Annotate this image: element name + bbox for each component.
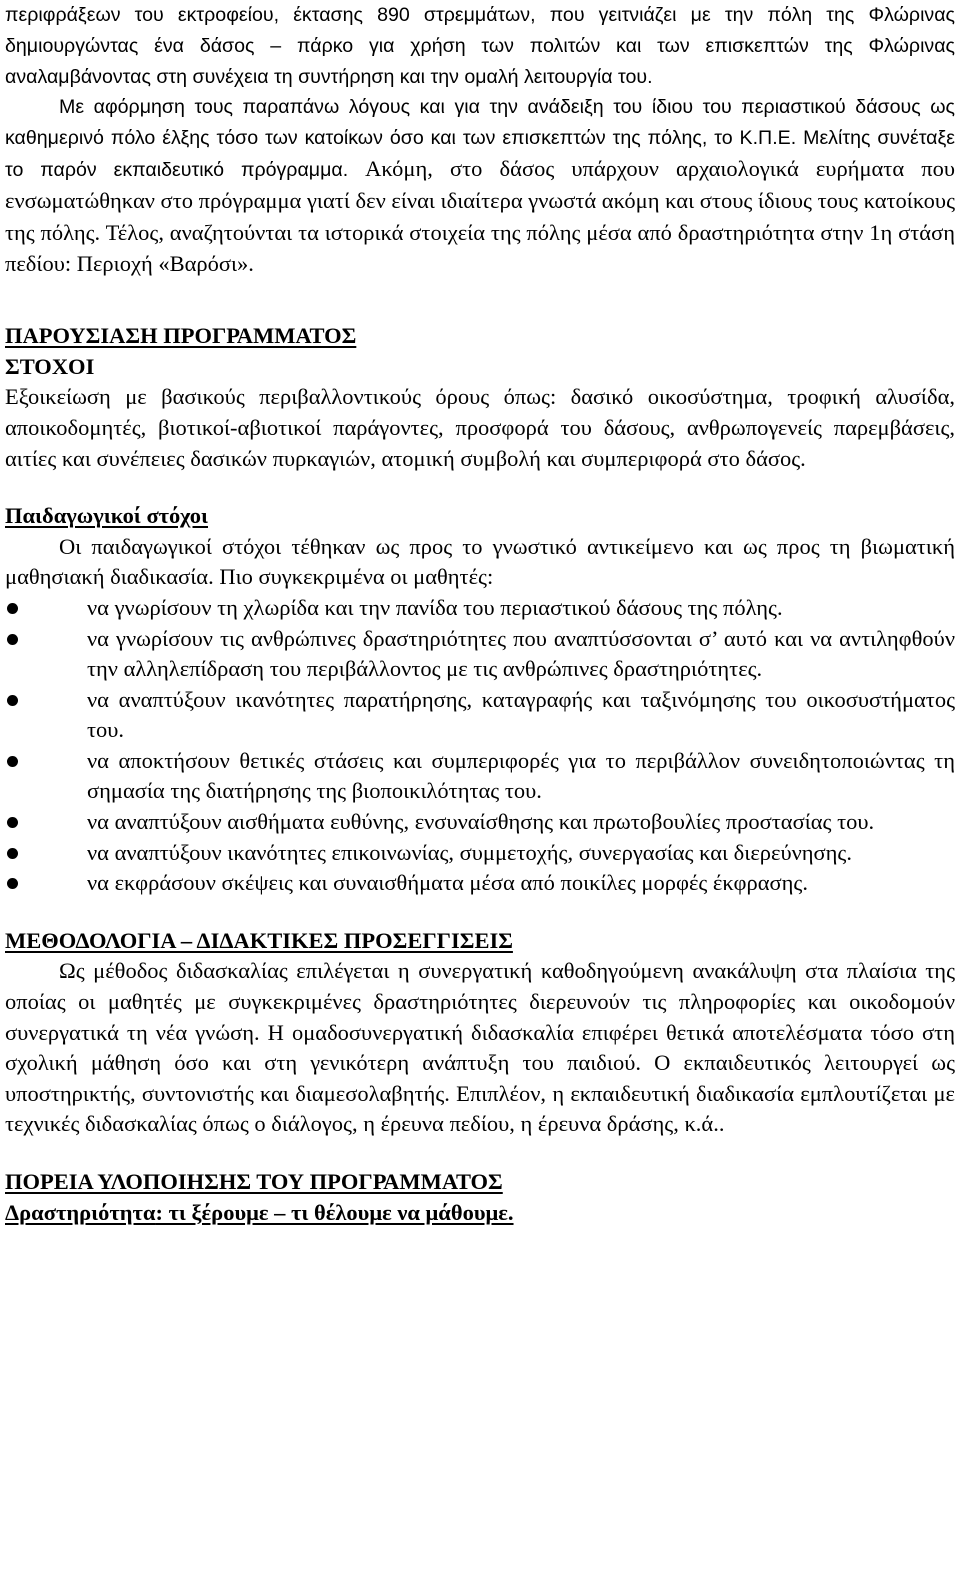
bullet-icon xyxy=(7,756,18,767)
pedagogical-intro xyxy=(5,532,955,593)
program-title: ΠΑΡΟΥΣΙΑΣΗ ΠΡΟΓΡΑΜΜΑΤΟΣ xyxy=(5,323,357,349)
pedagogical-intro-lead: Πιο συγκεκριμένα οι μαθητές: xyxy=(219,564,494,590)
bullet-icon xyxy=(7,817,18,828)
list-item xyxy=(5,868,955,899)
methodology-paragraph: Ως μέθοδος διδασκαλίας επιλέγεται η συνεργατική καθοδηγούμενη ανακάλυψη στα πλαίσια της οποίας οι μαθητές με συγκεκριμένες δραστηριότητες διερευνούν τις πληροφορίες και οικοδομούν συνεργατικά τη νέα γνώση. Η ομαδοσυνεργατική διδασκαλία επιφέρει θετικά αποτελέσματα τόσο στη σχολική μάθηση όσο και στη γενικότερη ανάπτυξη του παιδιού. Ο εκπαιδευτικός λειτουργεί ως υποστηρικτής, συντονιστής και διαμεσολαβητής. Επιπλέον, η εκπαιδευτική διαδικασία εμπλουτίζεται με τεχνικές διδασκαλίας όπως ο διάλογος, η έρευνα πεδίου, η έρευνα δράσης, κ.ά.. xyxy=(5,958,955,1137)
list-item-text: να γνωρίσουν τις ανθρώπινες δραστηριότητες που αναπτύσσονται σ’ αυτό και να αντιληφθούν την αλληλεπίδραση του περιβάλλοντος με τις ανθρώπινες δραστηριότητες. xyxy=(87,625,955,682)
goals-paragraph: Εξοικείωση με βασικούς περιβαλλοντικούς όρους όπως: δασικό οικοσύστημα, τροφική αλυσίδα, αποικοδομητές, βιοτικοί-αβιοτικοί παράγοντες, προσφορά του δάσους, ανθρωπογενείς παρεμβάσεις, αιτίες και συνέπειες δασικών πυρκαγιών, ατομική συμβολή και συμπεριφορά στο δάσος. xyxy=(5,384,955,471)
list-item-text: να αναπτύξουν αισθήματα ευθύνης, ενσυναίσθησης και πρωτοβουλίες προστασίας του. xyxy=(87,809,875,835)
findings-text: Ακόμη, στο δάσος υπάρχουν αρχαιολογικά ευρήματα που ενσωματώθηκαν στο πρόγραμμα γιατί δεν είναι ιδιαίτερα γνωστά ακόμη και στους ίδιους τους κατοίκους της πόλης. Τέλος, αναζητούνται τα ιστορικά στοιχεία της πόλης μέσα από δραστηριότητα στην 1η στάση πεδίου: Περιοχή «Βαρόσι». xyxy=(5,155,956,277)
activity-title-text: : τι ξέρουμε – τι θέλουμε να μάθουμε. xyxy=(155,1199,514,1225)
bullet-icon xyxy=(7,878,18,889)
list-item xyxy=(5,593,955,624)
list-item-text: να αναπτύξουν ικανότητες παρατήρησης, καταγραφής και ταξινόμησης του οικοσυστήματος του. xyxy=(87,686,955,743)
list-item xyxy=(5,838,955,869)
bullet-icon xyxy=(7,603,18,614)
document-page xyxy=(5,0,955,1228)
methodology-heading: ΜΕΘΟΔΟΛΟΓΙΑ – ΔΙΔΑΚΤΙΚΕΣ ΠΡΟΣΕΓΓΙΣΕΙΣ xyxy=(5,927,513,953)
spacer xyxy=(5,1140,955,1167)
bullet-icon xyxy=(7,848,18,859)
list-item-text: να εκφράσουν σκέψεις και συναισθήματα μέσα από ποικίλες μορφές έκφρασης. xyxy=(87,870,808,896)
program-section xyxy=(5,321,955,1228)
motivation-text: Με αφόρμηση τους παραπάνω λόγους και για την ανάδειξη του ίδιου του περιαστικού δάσους ως καθημερινό πόλο έλξης τόσο των κατοίκων όσο και των επισκεπτών της πόλης, το Κ.Π.Ε. Μελίτης συνέταξε το παρόν εκπαιδευτικό πρόγραμμα. xyxy=(5,96,955,181)
list-item xyxy=(5,624,955,685)
intro-section xyxy=(5,0,955,281)
pedagogical-goals-heading: Παιδαγωγικοί στόχοι xyxy=(5,503,208,529)
implementation-heading: ΠΟΡΕΙΑ ΥΛΟΠΟΙΗΣΗΣ ΤΟΥ ΠΡΟΓΡΑΜΜΑΤΟΣ xyxy=(5,1169,503,1195)
intro-paragraph: περιφράξεων του εκτροφείου, έκτασης 890 στρεμμάτων, που γειτνιάζει με την πόλη της Φλώρινας δημιουργώντας ένα δάσος – πάρκο για χρήση των πολιτών και των επισκεπτών της Φλώρινας αναλαμβάνοντας στη συνέχεια τη συντήρηση και την ομαλή λειτουργία του. xyxy=(5,4,955,88)
activity-label: Δραστηριότητα xyxy=(5,1199,156,1225)
pedagogical-goals-list xyxy=(5,593,955,899)
motivation-paragraph xyxy=(5,92,955,281)
list-item xyxy=(5,685,955,746)
list-item xyxy=(5,746,955,807)
bullet-icon xyxy=(7,695,18,706)
list-item-text: να αποκτήσουν θετικές στάσεις και συμπεριφορές για το περιβάλλον συνειδητοποιώντας τη σημασία της διατήρησης της βιοποικιλότητας του. xyxy=(87,747,955,804)
pedagogical-intro-text: Οι παιδαγωγικοί στόχοι τέθηκαν ως προς το γνωστικό αντικείμενο και ως προς τη βιωματική μαθησιακή διαδικασία. xyxy=(5,533,955,590)
spacer xyxy=(5,474,955,501)
activity-title xyxy=(5,1198,955,1229)
spacer xyxy=(5,899,955,926)
list-item-text: να αναπτύξουν ικανότητες επικοινωνίας, συμμετοχής, συνεργασίας και διερεύνησης. xyxy=(87,839,852,865)
bullet-icon xyxy=(7,634,18,645)
goals-heading: ΣΤΟΧΟΙ xyxy=(5,353,95,379)
list-item-text: να γνωρίσουν τη χλωρίδα και την πανίδα του περιαστικού δάσους της πόλης. xyxy=(87,594,783,620)
list-item xyxy=(5,807,955,838)
spacer xyxy=(5,281,955,321)
